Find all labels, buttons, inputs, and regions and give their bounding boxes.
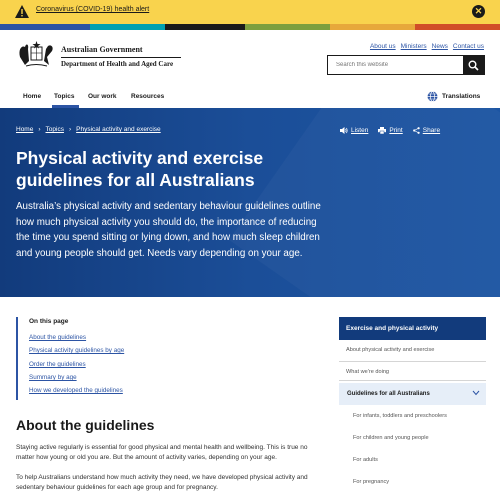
paragraph: Staying active regularly is essential for good physical and mental health and wellbeing. This is true no matter how young or old you are. But the amount of activity varies, depending on your age.: [16, 444, 308, 461]
speaker-icon: [340, 127, 348, 134]
side-nav-active-label: Guidelines for all Australians: [347, 391, 430, 397]
breadcrumb-separator: ›: [68, 126, 72, 133]
search-input[interactable]: [328, 56, 463, 74]
on-this-page-title: On this page: [29, 318, 69, 325]
on-this-page: [16, 317, 326, 400]
site-header: [0, 30, 500, 86]
warning-icon: [15, 5, 29, 18]
translations-label: Translations: [442, 93, 481, 100]
nav-item-our-work[interactable]: Our work: [88, 93, 117, 100]
share-button[interactable]: [413, 127, 440, 134]
news-link[interactable]: News: [431, 43, 448, 50]
chevron-down-icon: [472, 390, 480, 396]
nav-item-home[interactable]: Home: [23, 93, 42, 100]
print-label: Print: [389, 127, 403, 134]
side-nav-item-what-we-do[interactable]: What we're doing: [346, 369, 390, 375]
nav-item-resources[interactable]: Resources: [131, 93, 165, 100]
otp-link-order[interactable]: Order the guidelines: [29, 361, 86, 368]
otp-link-by-age[interactable]: Physical activity guidelines by age: [29, 347, 125, 354]
breadcrumb-current[interactable]: Physical activity and exercise: [76, 126, 161, 133]
otp-link-summary[interactable]: Summary by age: [29, 374, 77, 381]
close-icon[interactable]: ✕: [472, 5, 485, 18]
coat-of-arms-icon[interactable]: [16, 39, 56, 69]
breadcrumb: [16, 126, 161, 133]
breadcrumb-home[interactable]: Home: [16, 126, 34, 133]
globe-icon: [427, 91, 438, 102]
utility-links: [370, 43, 484, 50]
breadcrumb-separator: ›: [38, 126, 41, 133]
paragraph: To help Australians understand how much activity they need, we have developed physical activity and sedentary behaviour guidelines for each age group and for pregnancy.: [16, 474, 308, 491]
side-nav-sub-pregnancy[interactable]: For pregnancy: [353, 479, 390, 485]
main-nav: [0, 86, 500, 108]
search-icon: [468, 60, 479, 71]
about-us-link[interactable]: About us: [369, 43, 396, 50]
listen-label: Listen: [351, 127, 369, 134]
search-box: [327, 55, 485, 75]
search-button[interactable]: [463, 56, 484, 74]
side-nav-sub-adults[interactable]: For adults: [353, 457, 378, 463]
printer-icon: [378, 127, 386, 134]
breadcrumb-topics[interactable]: Topics: [45, 126, 64, 133]
page-title: Physical activity and exercise guidelines for all Australians: [16, 148, 264, 190]
covid-alert-link[interactable]: Coronavirus (COVID-19) health alert: [36, 6, 150, 13]
department-name: Department of Health and Aged Care: [61, 60, 174, 68]
otp-link-about[interactable]: About the guidelines: [29, 334, 87, 341]
share-icon: [413, 127, 420, 134]
logo-divider: [61, 57, 181, 58]
page-intro: Australia’s physical activity and sedentary behaviour guidelines outline how much physical activity you should do, the importance of reducing the time you spend sitting or lying down, and how much sleep children and young people should get. Needs vary depending on your age.: [16, 201, 321, 259]
contact-us-link[interactable]: Contact us: [452, 43, 484, 50]
nav-item-topics[interactable]: Topics: [54, 93, 75, 100]
ministers-link[interactable]: Ministers: [400, 43, 427, 50]
side-nav-sub-infants[interactable]: For infants, toddlers and preschoolers: [353, 413, 447, 419]
side-nav-heading[interactable]: Exercise and physical activity: [339, 317, 486, 340]
share-label: Share: [422, 127, 441, 134]
government-name: Australian Government: [61, 45, 143, 54]
otp-link-developed[interactable]: How we developed the guidelines: [29, 387, 123, 394]
side-nav-item-guidelines[interactable]: [339, 383, 486, 405]
side-nav-sub-children[interactable]: For children and young people: [353, 435, 429, 441]
hero-banner: [0, 108, 500, 297]
print-button[interactable]: [378, 127, 402, 134]
section-heading: About the guidelines: [16, 417, 155, 433]
divider: [339, 361, 486, 362]
page-actions: [340, 127, 440, 134]
alert-bar: [0, 0, 500, 24]
translations-button[interactable]: [427, 91, 480, 102]
side-nav-item-about[interactable]: About physical activity and exercise: [346, 347, 435, 353]
listen-button[interactable]: [340, 127, 368, 134]
divider: [339, 380, 486, 381]
